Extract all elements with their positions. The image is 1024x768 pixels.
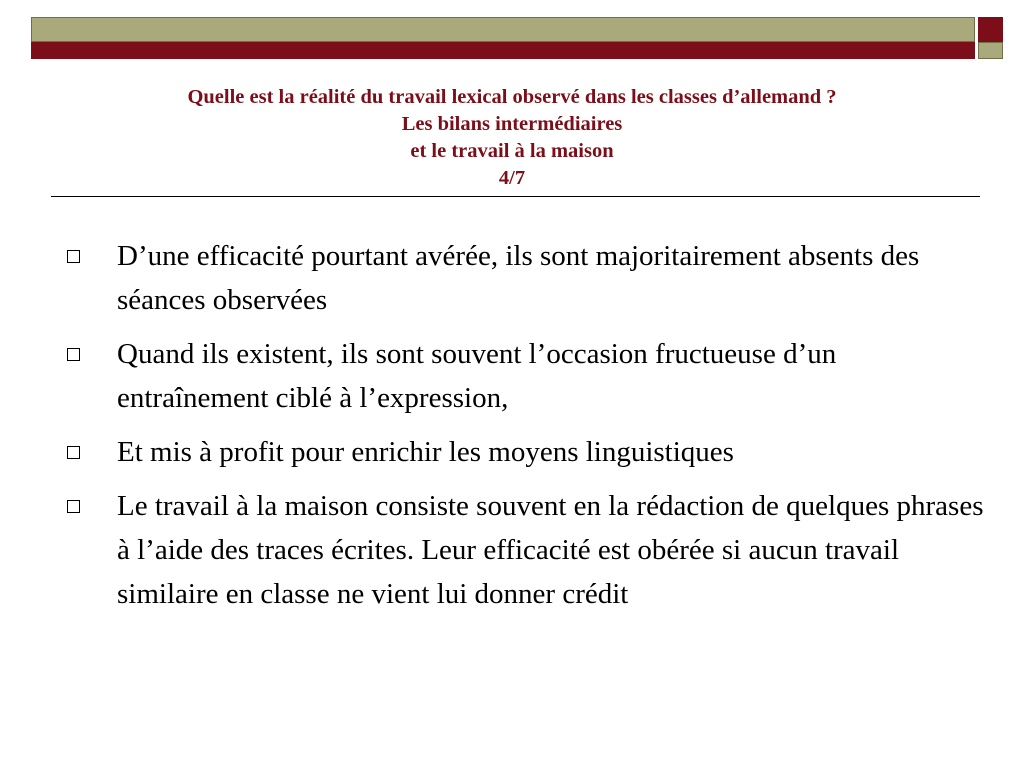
bullet-item-1: [67, 234, 987, 322]
bullet-text-2: Quand ils existent, ils sont souvent l’occasion fructueuse d’un entraînement ciblé à l’expression,: [117, 338, 837, 414]
slide-title-line-3: et le travail à la maison: [410, 140, 614, 162]
hollow-square-bullet-icon: [67, 250, 80, 263]
slide-page-counter: 4/7: [498, 167, 526, 189]
header-band-maroon: [31, 42, 975, 59]
corner-square-maroon: [978, 17, 1003, 42]
bullet-list: [67, 234, 987, 626]
slide-title: [40, 84, 984, 192]
slide-title-line-2: Les bilans intermédiaires: [401, 113, 623, 135]
bullet-item-2: [67, 332, 987, 420]
header-band-olive: [31, 17, 975, 42]
bullet-item-3: [67, 430, 987, 474]
bullet-text-3: Et mis à profit pour enrichir les moyens linguistiques: [117, 436, 734, 468]
hollow-square-bullet-icon: [67, 500, 80, 513]
bullet-item-4: [67, 484, 987, 616]
title-divider: [51, 196, 980, 197]
slide-title-line-1: Quelle est la réalité du travail lexical observé dans les classes d’allemand ?: [187, 86, 837, 108]
bullet-text-1: D’une efficacité pourtant avérée, ils sont majoritairement absents des séances observées: [117, 240, 920, 316]
corner-square-olive: [978, 42, 1003, 59]
hollow-square-bullet-icon: [67, 446, 80, 459]
bullet-text-4: Le travail à la maison consiste souvent en la rédaction de quelques phrases à l’aide des traces écrites. Leur efficacité est obérée si aucun travail similaire en classe ne vient lui donner crédit: [117, 490, 984, 610]
hollow-square-bullet-icon: [67, 348, 80, 361]
